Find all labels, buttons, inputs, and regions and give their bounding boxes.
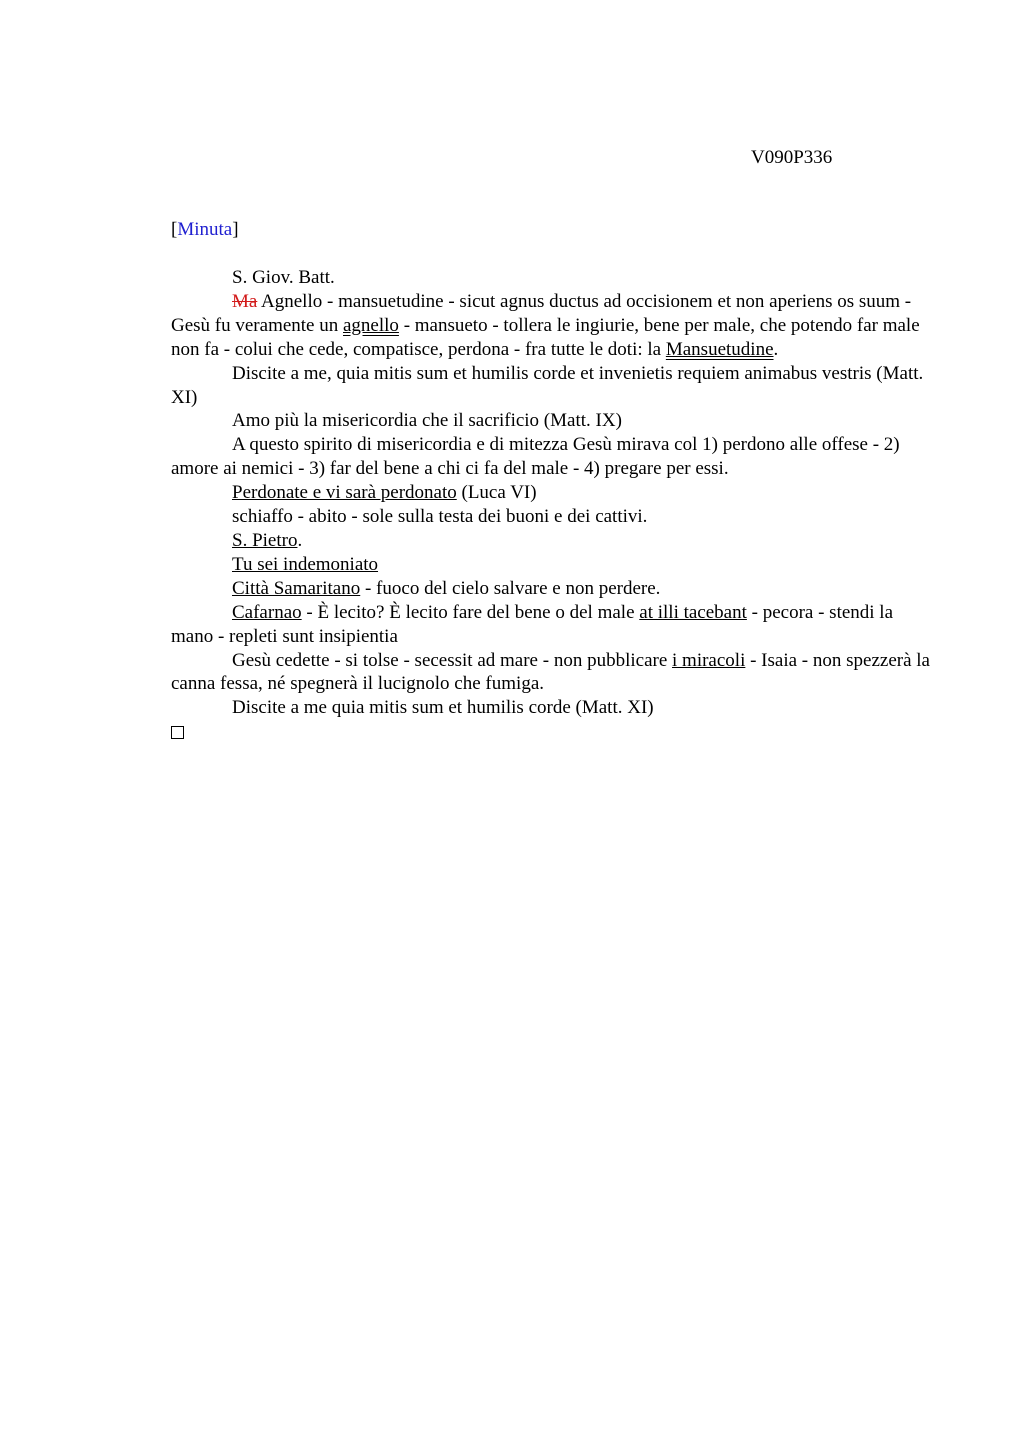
paragraph-pietro (171, 529, 931, 553)
paragraph-agnello (171, 290, 931, 362)
underlined-agnello: agnello (343, 314, 399, 336)
paragraph-indemoniato (171, 553, 931, 577)
paragraph-samaritano (171, 577, 931, 601)
paragraph-misericordia: Amo più la misericordia che il sacrificio (Matt. IX) (232, 410, 622, 432)
paragraph-text: Agnello - mansuetudine - sicut agnus ductus ad occisionem et non aperiens os suum - Gesù fu veramente un (171, 290, 912, 336)
label-minuta: Minuta (177, 219, 233, 240)
label-bracket-open: [ (171, 219, 178, 240)
paragraph-text: . (297, 529, 303, 551)
underlined-text: i miracoli (672, 649, 746, 671)
underlined-text: Cafarnao (232, 601, 302, 623)
underlined-text: at illi tacebant (639, 601, 747, 623)
paragraph-schiaffo: schiaffo - abito - sole sulla testa dei buoni e dei cattivi. (232, 506, 648, 528)
paragraph-text: - È lecito? È lecito fare del bene o del male (301, 601, 640, 623)
underlined-text: Tu sei indemoniato (232, 553, 379, 575)
paragraph-text: Gesù cedette - si tolse - secessit ad mare - non pubblicare (232, 649, 673, 671)
paragraph-text: (Luca VI) (456, 482, 537, 504)
deleted-word: Ma (232, 290, 258, 312)
document-label (171, 218, 239, 242)
page-code: V090P336 (751, 147, 833, 168)
underlined-text: Città Samaritano (232, 577, 361, 599)
paragraph-gesu-cedette (171, 649, 931, 697)
paragraph-text: - Isaia - non spezzerà la canna fessa, né spegnerà il lucignolo che fumiga. (171, 649, 930, 695)
label-bracket-close: ] (232, 219, 239, 240)
paragraph-perdonate (171, 481, 931, 505)
paragraph-discite-1: Discite a me, quia mitis sum et humilis corde et invenietis requiem animabus vestris (Matt. XI) (171, 362, 924, 408)
paragraph-spirito: A questo spirito di misericordia e di mitezza Gesù mirava col 1) perdono alle offese - 2) amore ai nemici - 3) far del bene a chi ci fa del male - 4) pregare per essi. (171, 434, 900, 480)
underlined-text: S. Pietro (232, 529, 298, 551)
paragraph-text: . (773, 338, 779, 360)
paragraph-text: - fuoco del cielo salvare e non perdere. (360, 577, 661, 599)
underlined-mansuetudine: Mansuetudine (665, 338, 774, 360)
paragraph-cafarnao (171, 601, 931, 649)
paragraph-title: S. Giov. Batt. (232, 267, 335, 288)
paragraph-discite-2: Discite a me quia mitis sum et humilis corde (Matt. XI) (232, 697, 654, 719)
end-box-icon (171, 720, 931, 746)
paragraph-text: - mansueto - tollera le ingiurie, bene per male, che potendo far male non fa - colui che cede, compatisce, perdona - fra tutte le doti: la (171, 314, 920, 360)
underlined-text: Perdonate e vi sarà perdonato (232, 482, 457, 504)
document-body (171, 266, 931, 746)
paragraph-text: - pecora - stendi la mano - repleti sunt insipientia (171, 601, 894, 647)
